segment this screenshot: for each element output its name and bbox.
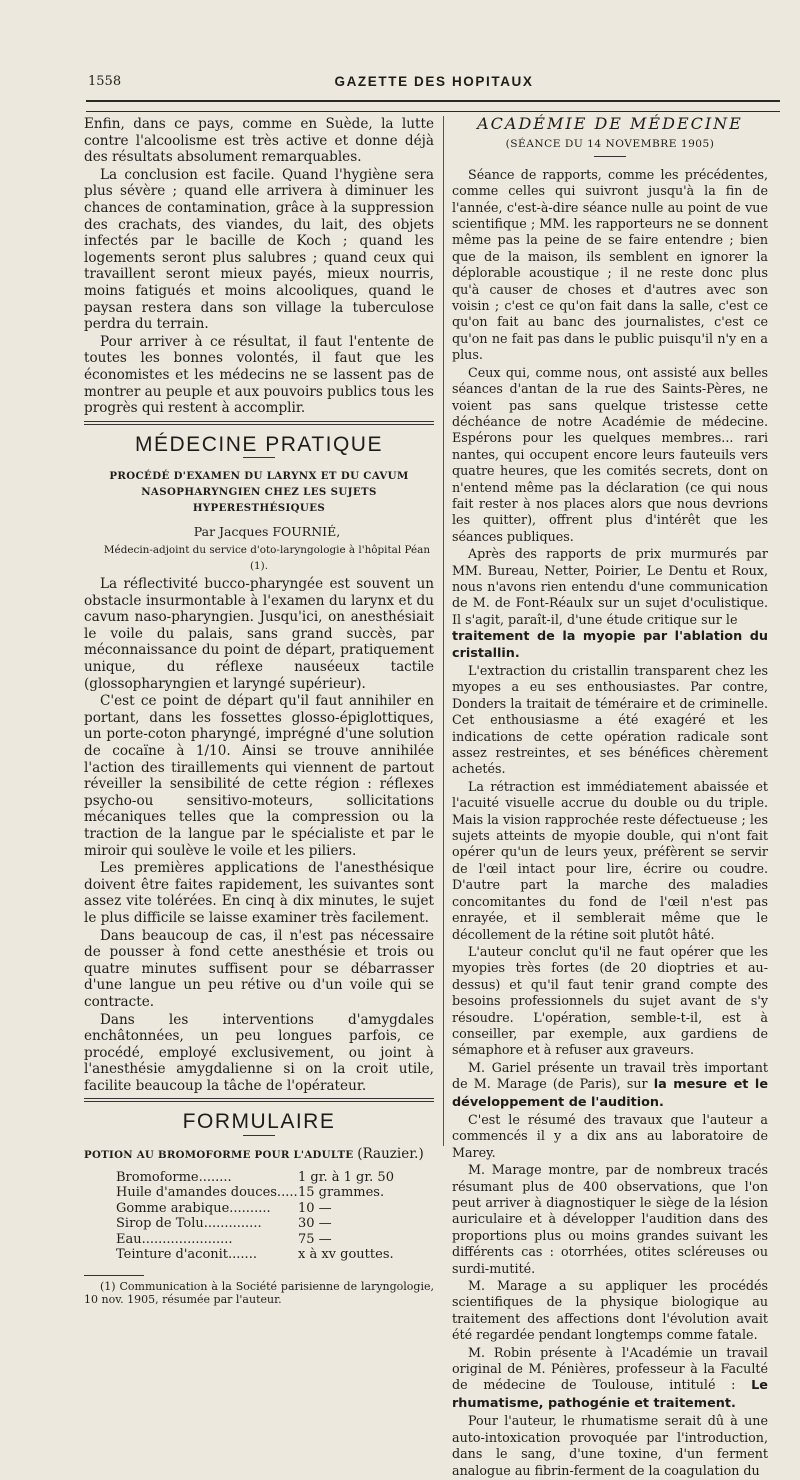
bold-topic-myopie: traitement de la myopie par l'ablation du cristallin.	[452, 629, 768, 661]
recipe-ingredient: Eau......................	[116, 1231, 233, 1247]
author-affiliation: Médecin-adjoint du service d'oto-laryngologie à l'hôpital Péan (1).	[103, 543, 431, 573]
section-title-medecine-pratique: MÉDECINE PRATIQUE	[135, 432, 383, 456]
intro-paragraph: Pour arriver à ce résultat, il faut l'entente de toutes les bonnes volontés, il faut que les économistes et les médecins ne se lassent pas de montrer au peuple et aux pouvoirs publics tous les progrès qui restent à accomplir.	[84, 333, 434, 417]
article-byline: Par Jacques FOURNIÉ,	[193, 524, 341, 540]
academy-paragraph: M. Marage montre, par de nombreux tracés résumant plus de 400 observations, que l'on peut arriver à diagnostiquer le siège de la lésion auriculaire et à développer l'audition dans des proportions plus ou moins grandes suivant les différents cas : otorrhées, otites scléreuses ou surdi-mutité.	[452, 1162, 768, 1276]
recipe-row	[116, 1170, 416, 1186]
recipe-row	[116, 1185, 416, 1201]
short-divider	[594, 156, 626, 157]
seance-date: (SÉANCE DU 14 NOVEMBRE 1905)	[505, 138, 715, 151]
recipe-ingredient: Teinture d'aconit.......	[116, 1247, 257, 1263]
recipe-ingredient: Sirop de Tolu..............	[116, 1216, 262, 1232]
section-divider	[84, 421, 434, 425]
intro-paragraph: Enfin, dans ce pays, comme en Suède, la lutte contre l'alcoolisme est très active et donne déjà des résultats absolument remarquables.	[84, 116, 434, 166]
recipe-ingredient: Bromoforme........	[116, 1169, 232, 1185]
article-paragraph: La réflectivité bucco-pharyngée est souvent un obstacle insurmontable à l'examen du larynx et du cavum naso-pharyngien. Jusqu'ici, on anesthésiait le voile du palais, sans grand succès, par méconnaissance du point de départ, pratiquement unique, du réflexe nauséeux tactile (glossopharyngien et laryngé supérieur).	[84, 576, 434, 692]
academy-paragraph: Après des rapports de prix murmurés par MM. Bureau, Netter, Poirier, Le Dentu et Roux, nous n'avons rien entendu d'une communication de M. de Font-Réaulx sur un sujet d'oculistique. Il s'agit, paraît-il, d'une étude critique sur le	[452, 546, 768, 627]
academy-paragraph: La rétraction est immédiatement abaissée et l'acuité visuelle accrue du double ou du triple. Mais la vision rapprochée reste défectueuse ; les sujets atteints de myopie double, qui n'ont fait opérer qu'un de leurs yeux, préfèrent se servir de l'œil intact pour lire, écrire ou coudre. D'autre part la marche des maladies concomitantes du fond de l'œil n'est pas enrayée, et il semblerait même que le décollement de la rétine soit plutôt hâté.	[452, 778, 768, 942]
right-column	[452, 116, 768, 1480]
recipe-author: (Rauzier.)	[357, 1146, 424, 1163]
academy-paragraph: Pour l'auteur, le rhumatisme serait dû à une auto-intoxication provoquée par l'introduction, dans le sang, d'une toxine, d'un ferment analogue au fibrin-ferment de la coagulation du	[452, 1413, 768, 1478]
bold-topic-audition: la mesure et le développement de l'audition.	[452, 1077, 769, 1110]
section-title-academie: ACADÉMIE DE MÉDECINE	[477, 114, 743, 133]
short-divider	[243, 457, 275, 458]
recipe-quantity: x à xv gouttes.	[298, 1247, 394, 1263]
gariel-intro: M. Gariel présente un travail très important de M. Marage (de Paris), sur	[452, 1059, 768, 1092]
short-divider	[243, 1135, 275, 1136]
article-title: PROCÉDÉ D'EXAMEN DU LARYNX ET DU CAVUM NASOPHARYNGIEN CHEZ LES SUJETS HYPERESTHÉSIQUES	[109, 470, 409, 515]
recipe-ingredient: Huile d'amandes douces.....	[116, 1185, 298, 1201]
robin-intro: M. Robin présente à l'Académie un travail original de M. Pénières, professeur à la Faculté de médecine de Toulouse, intitulé :	[452, 1344, 768, 1393]
academy-paragraph: M. Marage a su appliquer les procédés scientifiques de la physique biologique au traitement des affections dont l'évolution avait été regardée pendant longtemps comme fatale.	[452, 1278, 768, 1343]
recipe-quantity: 1 gr. à 1 gr. 50	[298, 1169, 394, 1185]
section-divider	[84, 1098, 434, 1102]
academy-paragraph: Séance de rapports, comme les précédentes, comme celles qui suivront jusqu'à la fin de l'année, c'est-à-dire séance nulle au point de vue scientifique ; MM. les rapporteurs ne se donnent même pas la peine de se faire entendre ; bien que de la maison, ils semblent en ignorer la déplorable acoustique ; il ne reste donc plus qu'à causer de choses et d'autres avec son voisin ; c'est ce qu'on fait dans la salle, c'est ce qu'on fait au banc des journalistes, c'est ce qu'on ne fait pas dans le public puisqu'il n'y en a plus.	[452, 166, 768, 363]
bold-topic-rhumatisme: Le rhumatisme, pathogénie et traitement.	[452, 1378, 768, 1411]
recipe-quantity: 75 —	[298, 1231, 332, 1247]
header-rule	[86, 100, 780, 112]
academy-paragraph: C'est le résumé des travaux que l'auteur a commencés il y a dix ans au laboratoire de Marey.	[452, 1111, 768, 1160]
academy-paragraph: Ceux qui, comme nous, ont assisté aux belles séances d'antan de la rue des Saints-Pères, ne voient pas sans quelque tristesse cette déchéance de notre Académie de médecine. Espérons pour les quelques membres... rari nantes, qui occupent encore leurs fauteuils vers quatre heures, que les comités secrets, dont on n'entend même pas la déclaration (ce qui nous fait rester à nos places alors que nous devrions les quitter), offrent plus d'intérêt que les séances publiques.	[452, 364, 768, 544]
academy-paragraph: L'extraction du cristallin transparent chez les myopes a eu ses enthousiastes. Par contre, Donders la traitait de téméraire et de criminelle. Cet enthousiasme a été exagéré et les indications de cette opération radicale sont assez restreintes, et ses bénéfices chèrement achetés.	[452, 663, 768, 777]
recipe-row	[116, 1232, 416, 1248]
footnote-divider	[84, 1275, 144, 1276]
recipe-table	[116, 1170, 416, 1263]
running-head	[88, 74, 780, 94]
article-paragraph: C'est ce point de départ qu'il faut annihiler en portant, dans les fossettes glosso-épiglottiques, un porte-coton pharyngé, imprégné d'une solution de cocaïne à 1/10. Ainsi se trouve annihilée l'action des tiraillements qui viennent de partout réveiller la sensibilité de cette région : réflexes psycho-ou sensitivo-moteurs, sollicitations mécaniques telles que la compression ou la traction de la langue par le spécialiste et par le miroir qui soulève le voile et les piliers.	[84, 693, 434, 859]
section-title-formulaire: FORMULAIRE	[182, 1110, 336, 1134]
recipe-row	[116, 1201, 416, 1217]
article-paragraph: Dans beaucoup de cas, il n'est pas nécessaire de pousser à fond cette anesthésie et trois ou quatre minutes suffisent pour se débarrasser d'une langue un peu rétive ou d'un voile qui se contracte.	[84, 927, 434, 1010]
article-paragraph: Dans les interventions d'amygdales enchâtonnées, un peu longues parfois, ce procédé, employé exclusivement, ou joint à l'anesthésie amygdalienne si on la croit utile, facilite beaucoup la tâche de l'opérateur.	[84, 1011, 434, 1094]
footnote: (1) Communication à la Société parisienne de laryngologie, 10 nov. 1905, résumée par l'auteur.	[84, 1279, 434, 1306]
academy-paragraph	[452, 1060, 768, 1111]
recipe-row	[116, 1216, 416, 1232]
recipe-title	[84, 1146, 434, 1164]
left-column	[84, 116, 434, 1307]
academy-paragraph: L'auteur conclut qu'il ne faut opérer que les myopies très fortes (de 20 dioptries et au-dessus) et qu'il faut tenir grand compte des besoins professionnels du sujet avant de s'y résoudre. L'opération, semble-t-il, est à conseiller, par exemple, aux gardiens de sémaphore et à refuser aux graveurs.	[452, 943, 768, 1058]
journal-title: GAZETTE DES HOPITAUX	[334, 74, 534, 89]
recipe-quantity: 10 —	[298, 1200, 332, 1216]
recipe-quantity: 30 —	[298, 1216, 332, 1232]
page-number: 1558	[88, 74, 122, 89]
recipe-name: POTION AU BROMOFORME POUR L'ADULTE	[84, 1149, 354, 1162]
column-divider	[443, 116, 444, 1146]
intro-paragraph: La conclusion est facile. Quand l'hygiène sera plus sévère ; quand elle arrivera à diminuer les chances de contamination, grâce à la suppression des crachats, des viandes, du lait, des objets infectés par le bacille de Koch ; quand les logements seront plus salubres ; quand ceux qui travaillent seront mieux payés, mieux nourris, moins fatigués et moins alcooliques, quand le paysan restera dans son village la tuberculose perdra du terrain.	[84, 166, 434, 333]
recipe-quantity: 15 grammes.	[298, 1185, 385, 1201]
recipe-ingredient: Gomme arabique..........	[116, 1200, 271, 1216]
academy-paragraph	[452, 1345, 768, 1413]
recipe-row	[116, 1247, 416, 1263]
article-paragraph: Les premières applications de l'anesthésique doivent être faites rapidement, les suivantes sont assez vite tolérées. En cinq à dix minutes, le sujet le plus difficile se laisse examiner très facilement.	[84, 860, 434, 926]
